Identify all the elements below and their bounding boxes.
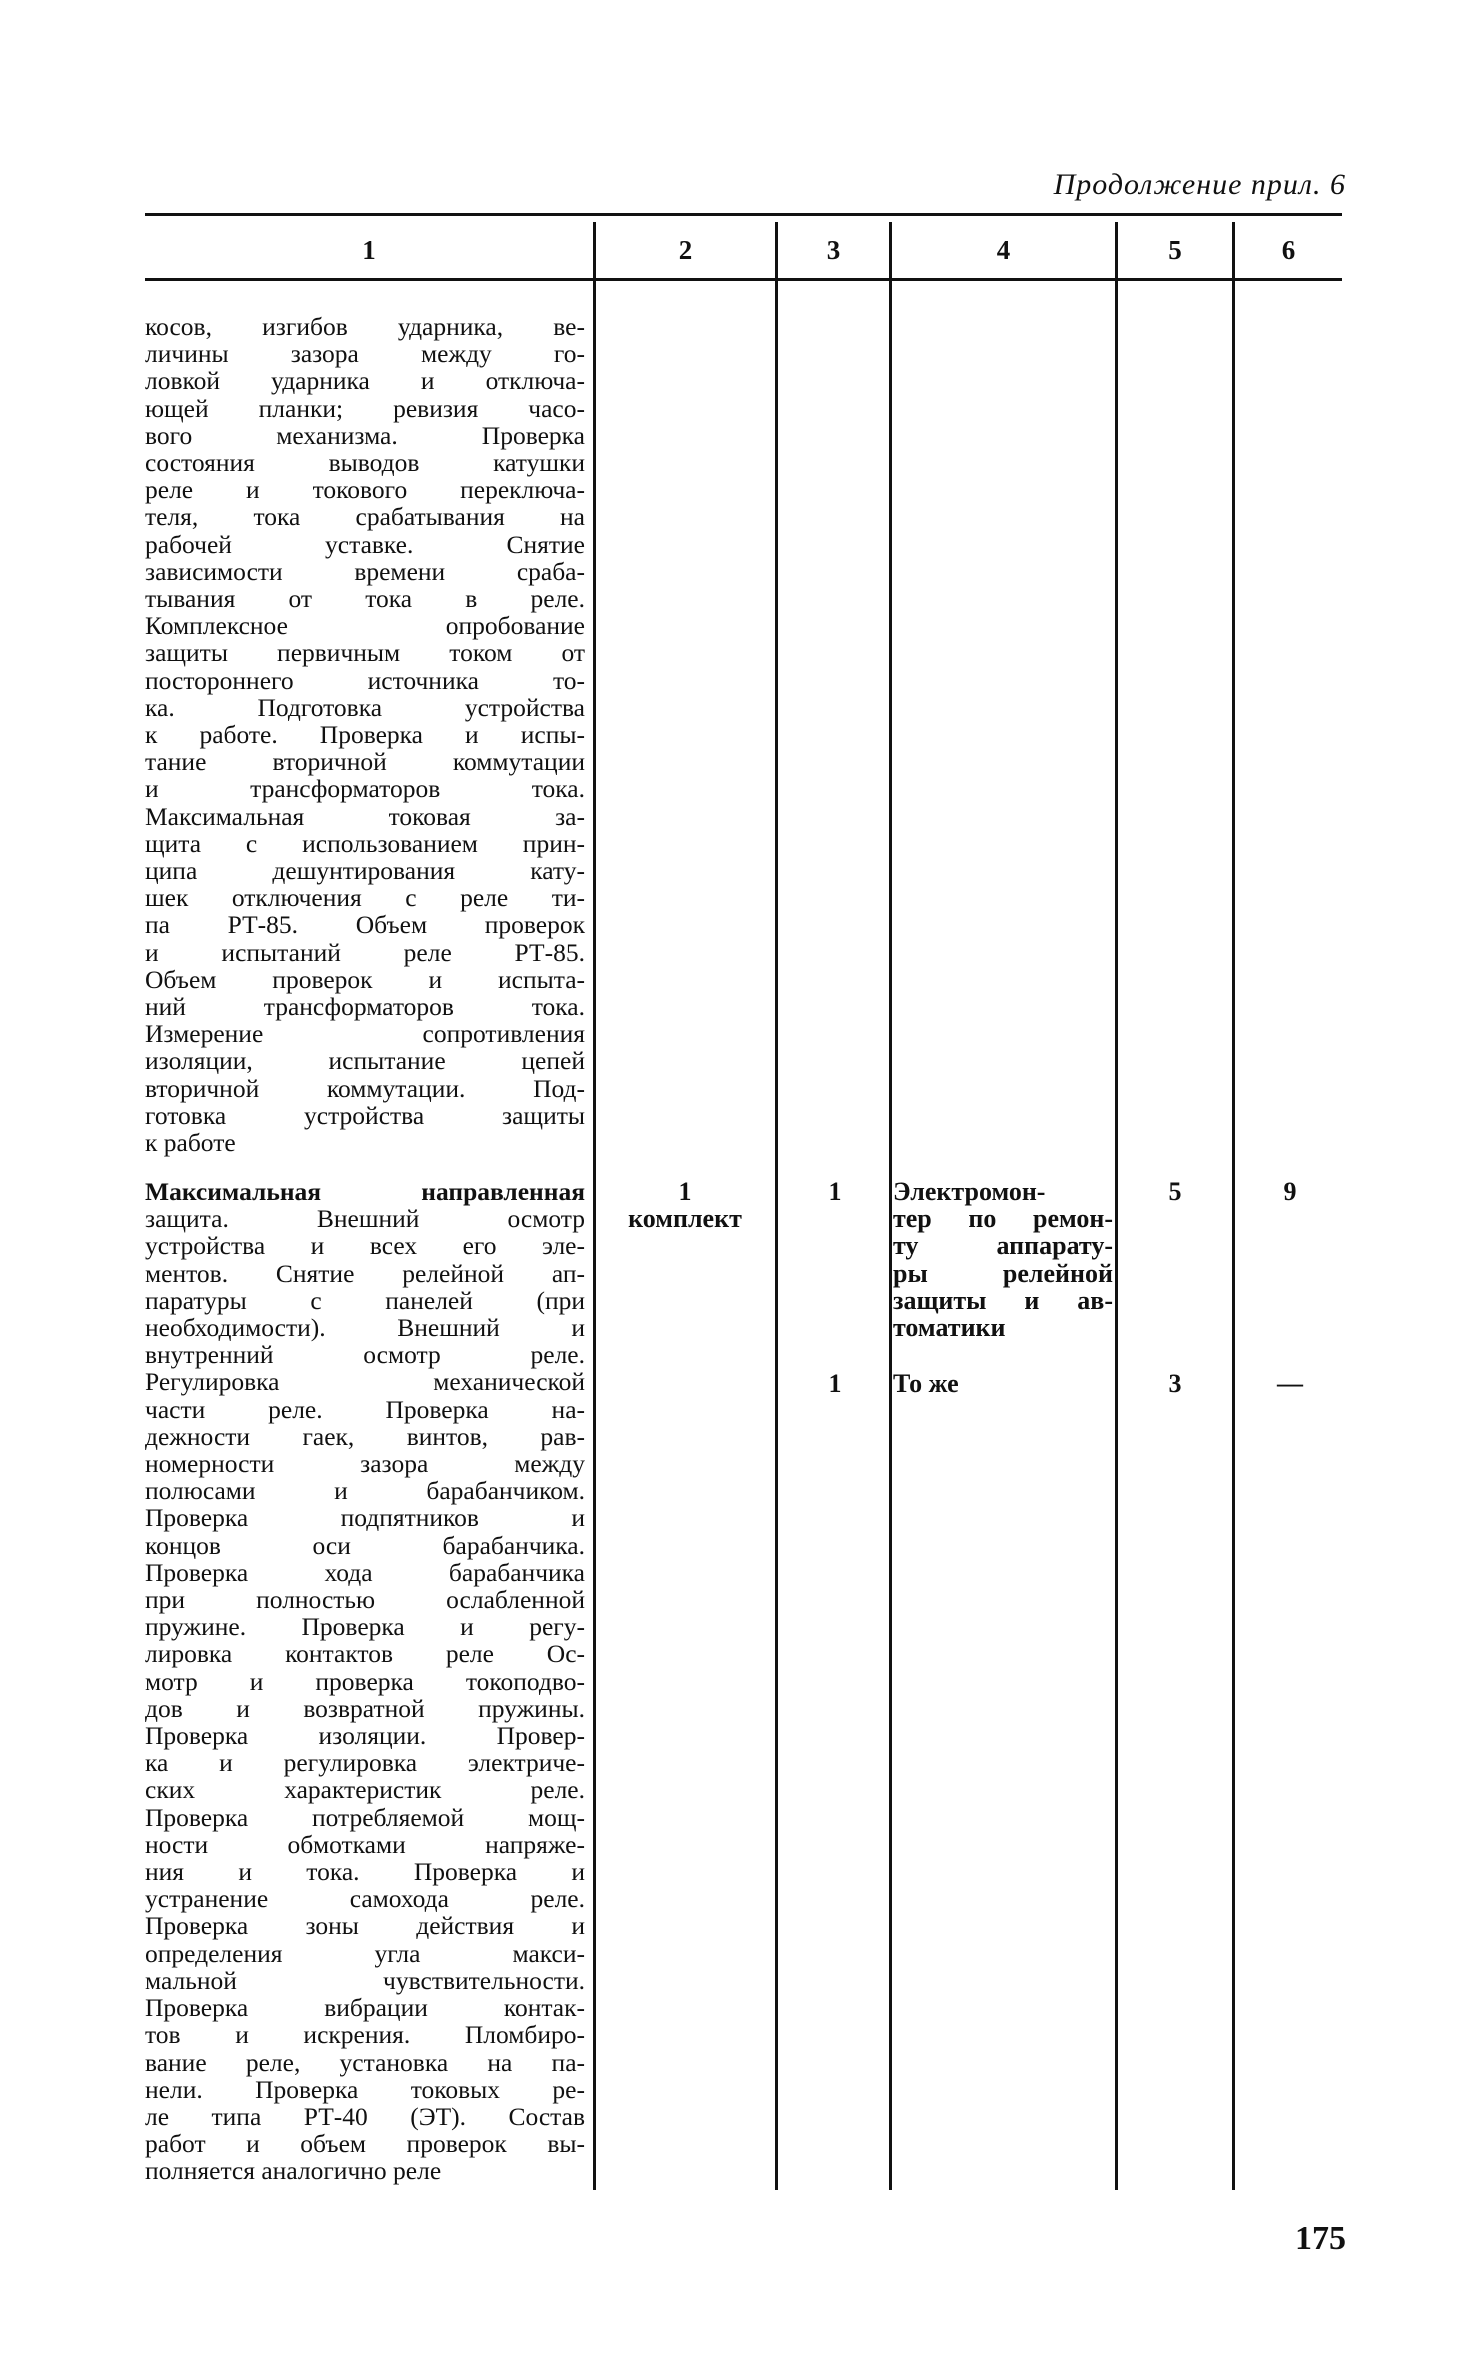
- text-line: томатики: [893, 1313, 1006, 1343]
- row1-quantity-unit: комплект: [628, 1204, 742, 1234]
- text-line: устройства и всех его эле-: [145, 1231, 585, 1261]
- text-line: концов оси барабанчика.: [145, 1530, 585, 1560]
- text-line: постороннего источника то-: [145, 665, 585, 695]
- column-divider-2: [775, 222, 778, 2190]
- text-line: части реле. Проверка на-: [145, 1394, 585, 1424]
- text-line: и испытаний реле РТ-85.: [145, 937, 585, 967]
- text-line: Проверка вибрации контак-: [145, 1993, 585, 2023]
- text-line: Проверка изоляции. Провер-: [145, 1721, 585, 1751]
- text-line: защиты и ав-: [893, 1285, 1113, 1315]
- row2-col5: 3: [1168, 1369, 1182, 1398]
- text-line: Электромон-: [893, 1177, 1046, 1206]
- text-line: Максимальная токовая за-: [145, 801, 585, 831]
- text-line: устранение самохода реле.: [145, 1884, 585, 1914]
- text-line: дежности гаек, винтов, рав-: [145, 1421, 585, 1451]
- header-col-5: 5: [1168, 235, 1182, 265]
- text-line: пружине. Проверка и регу-: [145, 1612, 585, 1642]
- text-line: изоляции, испытание цепей: [145, 1046, 585, 1076]
- text-line: к работе: [145, 1128, 236, 1158]
- text-line: мальной чувствительности.: [145, 1965, 585, 1995]
- row1-col6: 9: [1283, 1177, 1297, 1206]
- continuation-caption: Продолжение прил. 6: [1053, 168, 1346, 201]
- text-line: личины зазора между го-: [145, 339, 585, 369]
- work-description-block-2: [145, 1178, 585, 2185]
- column-divider-1: [593, 222, 596, 2190]
- row1-col5: 5: [1168, 1177, 1182, 1206]
- text-line: ности обмотками напряже-: [145, 1829, 585, 1859]
- column-divider-5: [1232, 222, 1235, 2190]
- text-line: Объем проверок и испыта-: [145, 964, 585, 994]
- text-line: при полностью ослабленной: [145, 1585, 585, 1615]
- text-line: косов, изгибов ударника, ве-: [145, 312, 585, 341]
- row2-performer: То же: [893, 1369, 959, 1398]
- text-line: реле и токового переключа-: [145, 475, 585, 505]
- text-line: ка и регулировка электриче-: [145, 1748, 585, 1778]
- table-header-rule: [145, 278, 1342, 281]
- text-line: вого механизма. Проверка: [145, 420, 585, 450]
- text-line: готовка устройства защиты: [145, 1100, 585, 1130]
- text-line: дов и возвратной пружины.: [145, 1693, 585, 1723]
- text-line: Регулировка механической: [145, 1367, 585, 1397]
- text-line: лировка контактов реле Ос-: [145, 1639, 585, 1669]
- header-col-2: 2: [678, 235, 693, 265]
- text-line: Проверка потребляемой мощ-: [145, 1802, 585, 1832]
- text-line: нели. Проверка токовых ре-: [145, 2074, 585, 2104]
- text-line: Проверка зоны действия и: [145, 1911, 585, 1941]
- column-divider-3: [889, 222, 892, 2190]
- text-line: тер по ремон-: [893, 1204, 1113, 1234]
- text-line: состояния выводов катушки: [145, 448, 585, 478]
- header-col-3: 3: [826, 235, 841, 265]
- text-line: зависимости времени сраба-: [145, 556, 585, 586]
- text-line: необходимости). Внешний и: [145, 1313, 585, 1343]
- text-line: вторичной коммутации. Под-: [145, 1073, 585, 1103]
- text-line: полняется аналогично реле: [145, 2156, 442, 2186]
- text-line: ний трансформаторов тока.: [145, 992, 585, 1022]
- text-line: ту аппарату-: [893, 1231, 1113, 1261]
- text-line: ка. Подготовка устройства: [145, 692, 585, 722]
- text-line: Измерение сопротивления: [145, 1019, 585, 1049]
- row1-col3: 1: [828, 1177, 842, 1206]
- row1-performer: [893, 1178, 1113, 1341]
- text-line: защиты первичным током от: [145, 638, 585, 668]
- text-line: защита. Внешний осмотр: [145, 1204, 585, 1234]
- text-line: работ и объем проверок вы-: [145, 2129, 585, 2159]
- text-line: Комплексное опробование: [145, 611, 585, 641]
- text-line: ния и тока. Проверка и: [145, 1857, 585, 1887]
- header-col-6: 6: [1281, 235, 1296, 265]
- row1-quantity-number: 1: [678, 1177, 692, 1206]
- text-line: шек отключения с реле ти-: [145, 883, 585, 913]
- block-title: Максимальная направленная: [145, 1177, 585, 1206]
- text-line: паратуры с панелей (при: [145, 1285, 585, 1315]
- header-col-4: 4: [996, 235, 1011, 265]
- text-line: ских характеристик реле.: [145, 1775, 585, 1805]
- text-line: и трансформаторов тока.: [145, 774, 585, 804]
- page-number: 175: [1295, 2220, 1346, 2257]
- text-line: теля, тока срабатывания на: [145, 502, 585, 532]
- text-line: мотр и проверка токоподво-: [145, 1666, 585, 1696]
- text-line: ющей планки; ревизия часо-: [145, 393, 585, 423]
- text-line: номерности зазора между: [145, 1449, 585, 1479]
- column-divider-4: [1115, 222, 1118, 2190]
- text-line: щита с использованием прин-: [145, 828, 585, 858]
- text-line: тов и искрения. Пломбиро-: [145, 2020, 585, 2050]
- text-line: ментов. Снятие релейной ап-: [145, 1258, 585, 1288]
- text-line: ципа дешунтирования кату-: [145, 856, 585, 886]
- work-description-block-1: [145, 313, 585, 1156]
- text-line: Проверка подпятников и: [145, 1503, 585, 1533]
- text-line: определения угла макси-: [145, 1938, 585, 1968]
- header-col-1: 1: [362, 235, 376, 265]
- table-top-rule: [145, 213, 1342, 216]
- text-line: ры релейной: [893, 1258, 1113, 1288]
- text-line: рабочей уставке. Снятие: [145, 529, 585, 559]
- text-line: ловкой ударника и отключа-: [145, 366, 585, 396]
- row2-col3: 1: [828, 1369, 842, 1398]
- text-line: ле типа РТ-40 (ЭТ). Состав: [145, 2101, 585, 2131]
- text-line: тывания от тока в реле.: [145, 584, 585, 614]
- text-line: па РТ-85. Объем проверок: [145, 910, 585, 940]
- text-line: вание реле, установка на па-: [145, 2047, 585, 2077]
- text-line: внутренний осмотр реле.: [145, 1340, 585, 1370]
- text-line: тание вторичной коммутации: [145, 747, 585, 777]
- text-line: полюсами и барабанчиком.: [145, 1476, 585, 1506]
- text-line: Проверка хода барабанчика: [145, 1557, 585, 1587]
- row1-quantity: [600, 1178, 770, 1232]
- row2-col6: —: [1277, 1369, 1303, 1398]
- text-line: к работе. Проверка и испы-: [145, 720, 585, 750]
